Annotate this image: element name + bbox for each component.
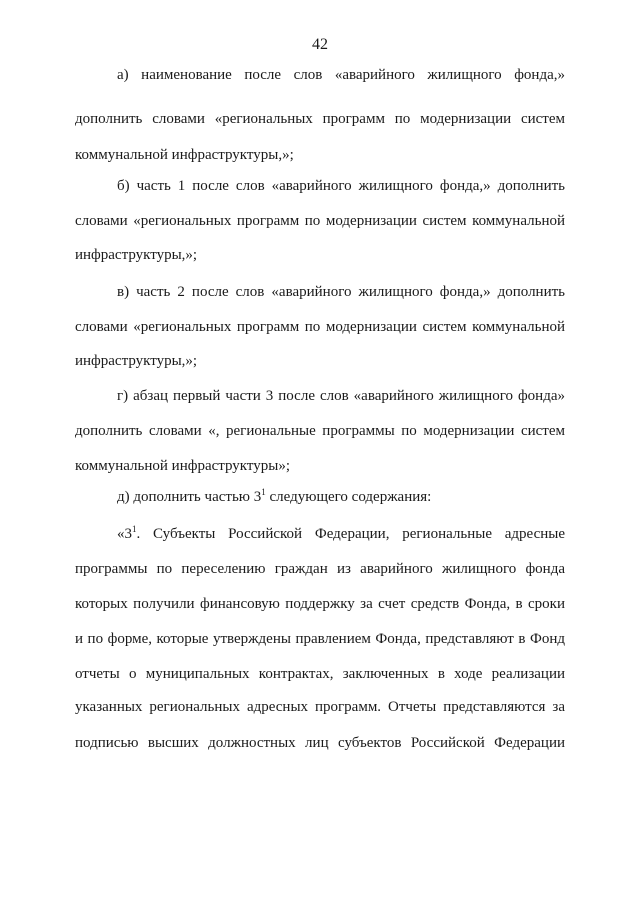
- page-number: 42: [312, 36, 328, 53]
- text-line: дополнить словами «региональных программ по модернизации систем: [75, 111, 565, 127]
- text-line: инфраструктуры,»;: [75, 353, 198, 369]
- line-text-before: д) дополнить частью 3: [117, 489, 262, 505]
- line-text-before: «3: [117, 526, 132, 542]
- superscript: 1: [132, 524, 137, 534]
- text-line: отчеты о муниципальных контрактах, заключенных в ходе реализации: [75, 666, 565, 682]
- text-line: словами «региональных программ по модернизации систем коммунальной: [75, 319, 565, 335]
- text-line: в) часть 2 после слов «аварийного жилищного фонда,» дополнить: [117, 284, 565, 300]
- text-line: которых получили финансовую поддержку за счет средств Фонда, в сроки: [75, 596, 565, 612]
- text-line: коммунальной инфраструктуры,»;: [75, 147, 294, 163]
- superscript: 1: [261, 487, 266, 497]
- text-line: б) часть 1 после слов «аварийного жилищного фонда,» дополнить: [117, 178, 565, 194]
- text-line: коммунальной инфраструктуры»;: [75, 458, 290, 474]
- text-line: дополнить словами «, региональные программы по модернизации систем: [75, 423, 565, 439]
- text-line: подписью высших должностных лиц субъектов Российской Федерации: [75, 735, 565, 751]
- text-line: словами «региональных программ по модернизации систем коммунальной: [75, 213, 565, 229]
- text-line: программы по переселению граждан из аварийного жилищного фонда: [75, 561, 565, 577]
- text-line: а) наименование после слов «аварийного жилищного фонда,»: [117, 67, 565, 83]
- text-line: [117, 524, 565, 544]
- text-line: указанных региональных адресных программ. Отчеты представляются за: [75, 699, 565, 715]
- line-text-after: следующего содержания:: [265, 489, 432, 505]
- text-line: инфраструктуры,»;: [75, 247, 198, 263]
- text-line: [117, 487, 565, 507]
- text-line: г) абзац первый части 3 после слов «аварийного жилищного фонда»: [117, 388, 565, 404]
- line-text-after: . Субъекты Российской Федерации, региональные адресные: [136, 526, 565, 542]
- text-line: и по форме, которые утверждены правлением Фонда, представляют в Фонд: [75, 631, 565, 647]
